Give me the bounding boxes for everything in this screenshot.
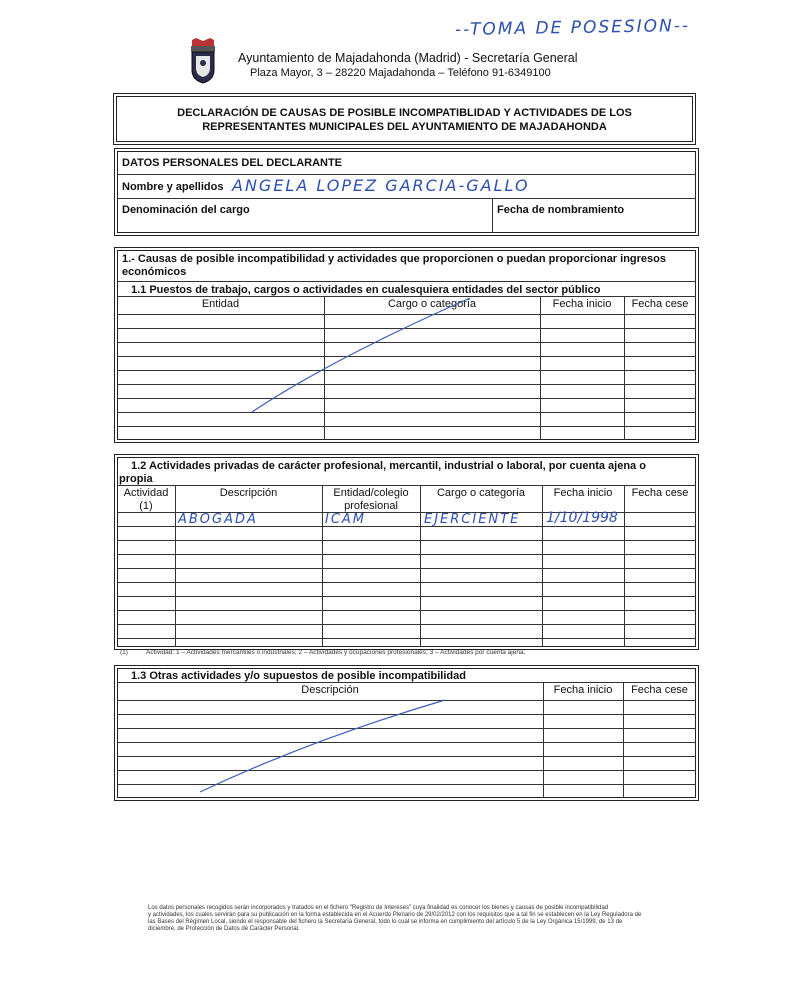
col-entidad-colegio-2: profesional	[344, 500, 398, 512]
fecha-nombramiento-label: Fecha de nombramiento	[497, 204, 625, 216]
col-entidad-colegio: Entidad/colegio	[333, 487, 409, 499]
personal-section-title: DATOS PERSONALES DEL DECLARANTE	[122, 157, 343, 169]
header-line-1: Ayuntamiento de Majadahonda (Madrid) - Secretaría General	[238, 51, 578, 65]
legal-text-line-1: Los datos personales recogidos serán incorporados y tratados en el fichero "Registro de Intereses" cuya finalidad es conocer los bienes y causas de posible incompatibilidad	[148, 905, 609, 911]
fecha-inicio-value[interactable]: 1/10/1998	[546, 510, 618, 526]
col-descripcion: Descripción	[301, 684, 359, 696]
section-1-2-title-line-2: propia	[119, 473, 153, 485]
name-field[interactable]: ANGELA LOPEZ GARCIA-GALLO	[232, 176, 530, 195]
col-cargo: Cargo o categoría	[436, 487, 526, 499]
col-fecha-cese: Fecha cese	[631, 684, 688, 696]
section-1-2-title-line-1: 1.2 Actividades privadas de carácter profesional, mercantil, industrial o laboral, por cuenta ajena o	[131, 460, 646, 472]
section-1-title-line-1: 1.- Causas de posible incompatibilidad y actividades que proporcionen o puedan proporcionar ingresos	[122, 253, 666, 265]
col-cargo: Cargo o categoría	[387, 298, 477, 310]
header-line-2: Plaza Mayor, 3 – 28220 Majadahonda – Teléfono 91-6349100	[250, 67, 551, 79]
name-label: Nombre y apellidos	[122, 181, 224, 193]
col-entidad: Entidad	[201, 298, 240, 310]
footnote-text: Actividad: 1 – Actividades mercantiles o industriales; 2 – Actividades y ocupaciones profesionales; 3 – Actividades por cuenta ajena.	[146, 649, 526, 656]
cargo-label: Denominación del cargo	[122, 204, 250, 216]
entidad-value[interactable]: ICAM	[325, 512, 367, 527]
col-fecha-inicio: Fecha inicio	[552, 298, 612, 310]
col-fecha-cese: Fecha cese	[631, 487, 689, 499]
legal-text-line-4: diciembre, de Protección de Datos de Carácter Personal.	[148, 926, 300, 932]
legal-text-line-3: las Bases del Régimen Local, siendo el responsable del fichero la Secretaría General, todo lo cual se informa en cumplimiento del artículo 5 de la Ley Orgánica 15/1999, de 13 de	[148, 919, 623, 925]
col-fecha-cese: Fecha cese	[631, 298, 689, 310]
section-1-title-line-2: económicos	[122, 266, 187, 278]
col-fecha-inicio: Fecha inicio	[553, 684, 613, 696]
legal-text-line-2: y actividades, los cuales servirán para su publicación en la forma establecida en el Acuerdo Plenario de 29/02/2012 con los requisitos que a tal fin se establecen en la Ley Reguladora de	[148, 912, 642, 918]
col-actividad-note: (1)	[139, 500, 153, 512]
cargo-value[interactable]: EJERCIENTE	[424, 512, 521, 527]
descripcion-value[interactable]: ABOGADA	[178, 512, 258, 527]
col-fecha-inicio: Fecha inicio	[553, 487, 613, 499]
col-actividad: Actividad	[123, 487, 169, 499]
section-1-1-title: 1.1 Puestos de trabajo, cargos o actividades en cualesquiera entidades del sector público	[131, 284, 601, 296]
col-descripcion: Descripción	[219, 487, 278, 499]
doc-title-line-1: DECLARACIÓN DE CAUSAS DE POSIBLE INCOMPATIBLIDAD Y ACTIVIDADES DE LOS	[177, 107, 632, 119]
doc-title-line-2: REPRESENTANTES MUNICIPALES DEL AYUNTAMIENTO DE MAJADAHONDA	[202, 121, 607, 133]
section-1-3-title: 1.3 Otras actividades y/o supuestos de posible incompatibilidad	[131, 670, 466, 682]
handwritten-annotation: --TOMA DE POSESION--	[454, 15, 691, 41]
footnote-number: (1)	[120, 649, 128, 656]
